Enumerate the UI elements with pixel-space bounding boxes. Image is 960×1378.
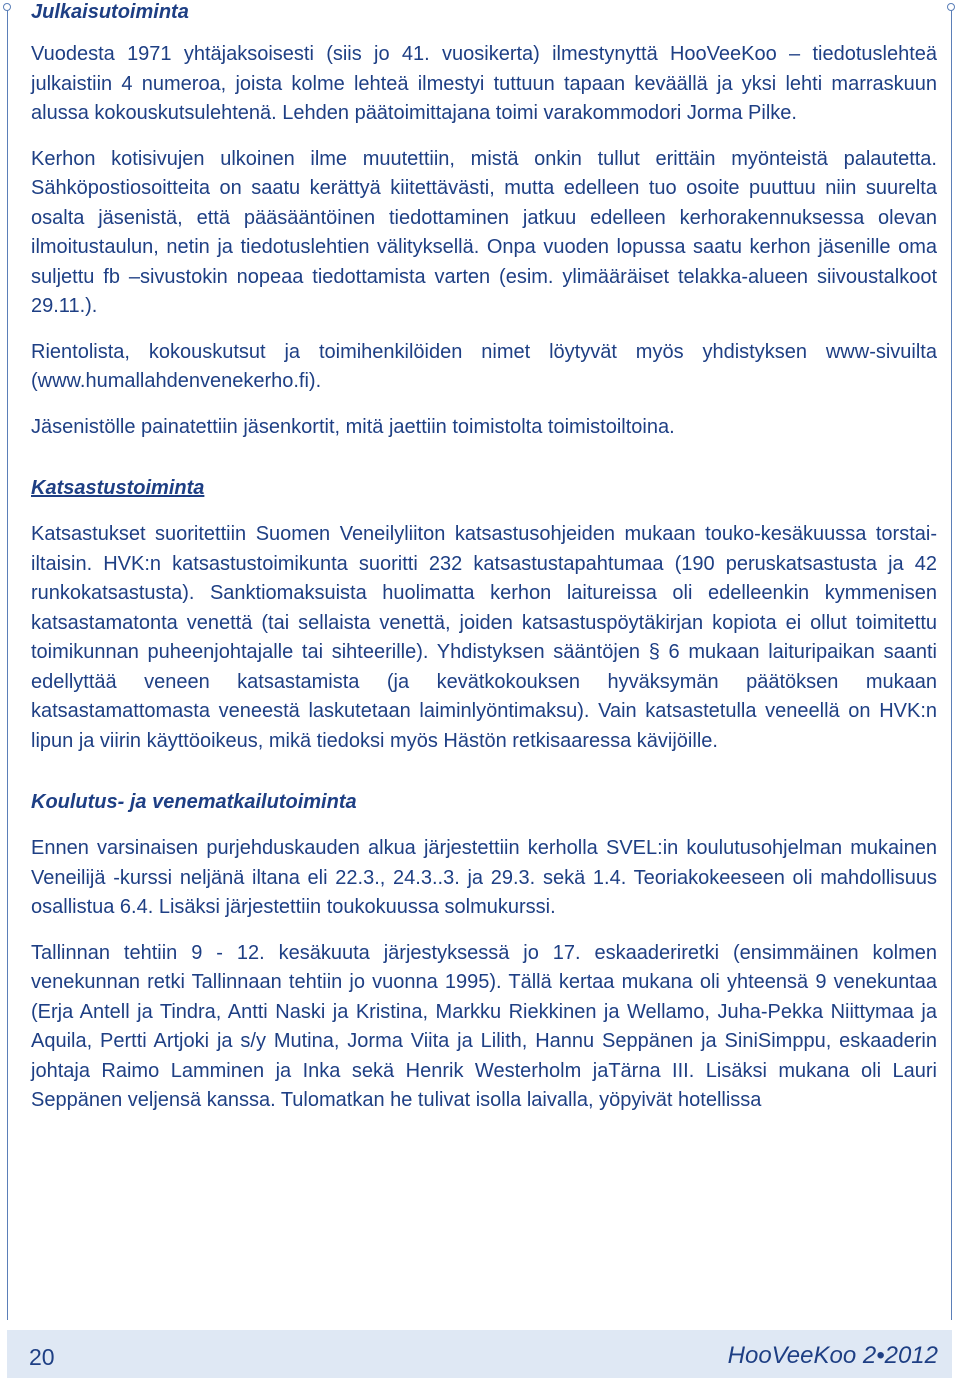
corner-ornament-icon [947,3,955,11]
paragraph: Vuodesta 1971 yhtäjaksoisesti (siis jo 41. vuosikerta) ilmestynyttä HooVeeKoo – tiedotuslehteä julkaistiin 4 numeroa, joista kolme lehteä ilmestyi tuttuun tapaan keväällä ja yksi lehti marraskuun alussa kokouskutsulehtenä. Lehden päätoimittajana toimi varakommodori Jorma Pilke. [31,43,937,124]
magazine-issue-label: HooVeeKoo 2•2012 [727,1342,938,1369]
page-frame-left [7,10,8,1320]
paragraph: Ennen varsinaisen purjehduskauden alkua järjestettiin kerholla SVEL:in koulutusohjelman mukainen Veneilijä -kurssi neljänä iltana eli 22.3., 24.3..3. ja 29.3. sekä 1.4. Teoriakokeeseen oli mahdollisuus osallistua 6.4. Lisäksi järjestettiin toukokuussa solmukurssi. [31,837,937,918]
section-heading-katsastustoiminta: Katsastustoiminta [31,477,205,499]
paragraph: Jäsenistölle painatettiin jäsenkortit, mitä jaettiin toimistolta toimistoiltoina. [31,415,675,438]
paragraph: Katsastukset suoritettiin Suomen Veneilyliiton katsastusohjeiden mukaan touko-kesäkuussa torstai-iltaisin. HVK:n katsastustoimikunta suoritti 232 katsastustapahtumaa (190 peruskatsastusta ja 42 runkokatsastusta). Sanktiomaksuista huolimatta kerhon laitureissa oli edelleenkin kymmenisen katsastamatonta venettä (tai sellaista venettä, joiden katsastuspöytäkirjan kopiota ei ollut toimitettu toimikunnan puheenjohtajalle tai sihteerille). Yhdistyksen sääntöjen § 6 mukaan laituripaikan saanti edellyttää veneen katsastamista (ja kevätkokouksen hyväksymän päätöksen mukaan katsastamattomasta veneestä laskutetaan laiminlyöntimaksu). Vain katsastetulla veneellä on HVK:n lipun ja viirin käyttöoikeus, mikä tiedoksi myös Hästön retkisaaressa kävijöille. [31,523,937,752]
paragraph: Tallinnan tehtiin 9 - 12. kesäkuuta järjestyksessä jo 17. eskaaderiretki (ensimmäinen kolmen venekunnan retki Tallinnaan tehtiin jo vuonna 1995). Tällä kertaa mukana oli yhteensä 9 venekuntaa (Erja Antell ja Tindra, Antti Naski ja Kristina, Markku Riekkinen ja Wellamo, Juha-Pekka Niittymaa ja Aquila, Pertti Artjoki ja s/y Mutina, Jorma Viita ja Lilith, Hannu Seppänen ja SiniSimppu, eskaaderin johtaja Raimo Lamminen ja Inka sekä Henrik Westerholm jaTärna III. Lisäksi mukana oli Lauri Seppänen veljensä kanssa. Tulomatkan he tulivat isolla laivalla, yöpyivät hotellissa [31,941,937,1111]
article-body [31,0,937,1116]
page-number: 20 [29,1344,55,1370]
section-heading-julkaisutoiminta: Julkaisutoiminta [31,1,189,23]
paragraph: Rientolista, kokouskutsut ja toimihenkilöiden nimet löytyvät myös yhdistyksen www-sivuilta (www.humallahdenvenekerho.fi). [31,340,937,392]
page-frame-right [951,10,952,1320]
paragraph: Kerhon kotisivujen ulkoinen ilme muutettiin, mistä onkin tullut erittäin myönteistä palautetta. Sähköpostiosoitteita on saatu kerättyä kiitettävästi, mutta edelleen tuo osoite puuttuu niin suurelta osalta jäsenistä, että pääsääntöinen tiedottaminen jatkuu edelleen kerhorakennuksessa olevan ilmoitustaulun, netin ja tiedotuslehtien välityksellä. Onpa vuoden lopussa saatu kerhon jäsenille oma suljettu fb –sivustokin nopeaa tiedottamista varten (esim. ylimääräiset telakka-alueen siivoustalkoot 29.11.). [31,147,937,317]
section-heading-koulutus: Koulutus- ja venematkailutoiminta [31,791,357,813]
corner-ornament-icon [3,3,11,11]
